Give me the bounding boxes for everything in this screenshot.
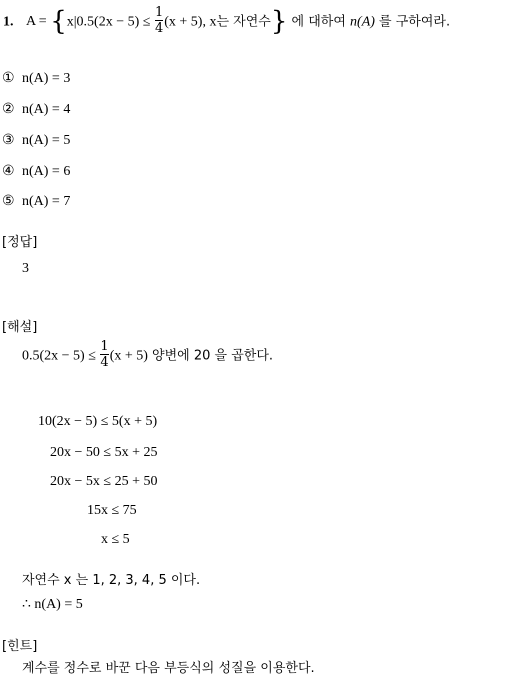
answer-heading: [정답] <box>2 235 38 250</box>
fraction-denominator: 4 <box>100 355 109 371</box>
left-brace: { <box>50 6 67 37</box>
choice-3[interactable] <box>2 133 70 148</box>
fraction-numerator: 1 <box>100 339 109 354</box>
question-condition-a: x|0.5(2x − 5) ≤ <box>66 14 154 30</box>
choice-expr: n(A) = 3 <box>22 71 71 86</box>
choice-mark: ② <box>2 101 15 117</box>
solution-step-3: 20x − 5x ≤ 25 + 50 <box>50 474 158 489</box>
question-fraction <box>155 6 163 37</box>
choice-mark: ③ <box>2 132 15 148</box>
choice-1[interactable] <box>2 71 70 86</box>
solution-heading: [해설] <box>2 320 38 335</box>
fraction-denominator: 4 <box>154 21 164 37</box>
question-condition-kr: 는 자연수 <box>216 14 271 30</box>
solution-line-1-b: (x + 5) <box>109 348 148 364</box>
solution-fraction <box>100 340 108 371</box>
solution-step-5: x ≤ 5 <box>101 532 130 547</box>
solution-step-4: 15x ≤ 75 <box>87 503 137 518</box>
choice-expr: n(A) = 6 <box>22 164 71 179</box>
question-line <box>3 6 450 37</box>
solution-step-1: 10(2x − 5) ≤ 5(x + 5) <box>38 414 158 429</box>
hint-text: 계수를 정수로 바꾼 다음 부등식의 성질을 이용한다. <box>22 661 315 676</box>
solution-line-1-kr: 양변에 20 을 곱한다. <box>147 348 274 364</box>
choice-2[interactable] <box>2 102 70 117</box>
solution-conclusion: ∴ n(A) = 5 <box>22 597 83 612</box>
question-tail-b: 를 구하여라. <box>374 14 451 30</box>
question-tail-math: n(A) <box>350 14 375 30</box>
choice-mark: ⑤ <box>2 193 15 209</box>
question-set-lhs: A = <box>25 14 51 30</box>
solution-step-2: 20x − 50 ≤ 5x + 25 <box>50 445 158 460</box>
answer-value: 3 <box>22 261 29 276</box>
hint-heading: [힌트] <box>2 639 38 654</box>
question-number: 1. <box>3 14 14 30</box>
question-tail-a: 에 대하여 <box>287 14 351 30</box>
solution-natural-line: 자연수 x 는 1, 2, 3, 4, 5 이다. <box>22 573 201 588</box>
choice-expr: n(A) = 7 <box>22 194 71 209</box>
fraction-numerator: 1 <box>154 5 164 20</box>
right-brace: } <box>270 6 288 37</box>
choice-5[interactable] <box>2 194 70 209</box>
choice-mark: ④ <box>2 163 15 179</box>
choice-expr: n(A) = 5 <box>22 133 71 148</box>
choice-4[interactable] <box>2 164 70 179</box>
solution-line-1 <box>22 340 273 371</box>
choice-expr: n(A) = 4 <box>22 102 71 117</box>
solution-line-1-a: 0.5(2x − 5) ≤ <box>22 348 100 364</box>
question-condition-b: (x + 5), x <box>164 14 217 30</box>
choice-mark: ① <box>2 70 15 86</box>
